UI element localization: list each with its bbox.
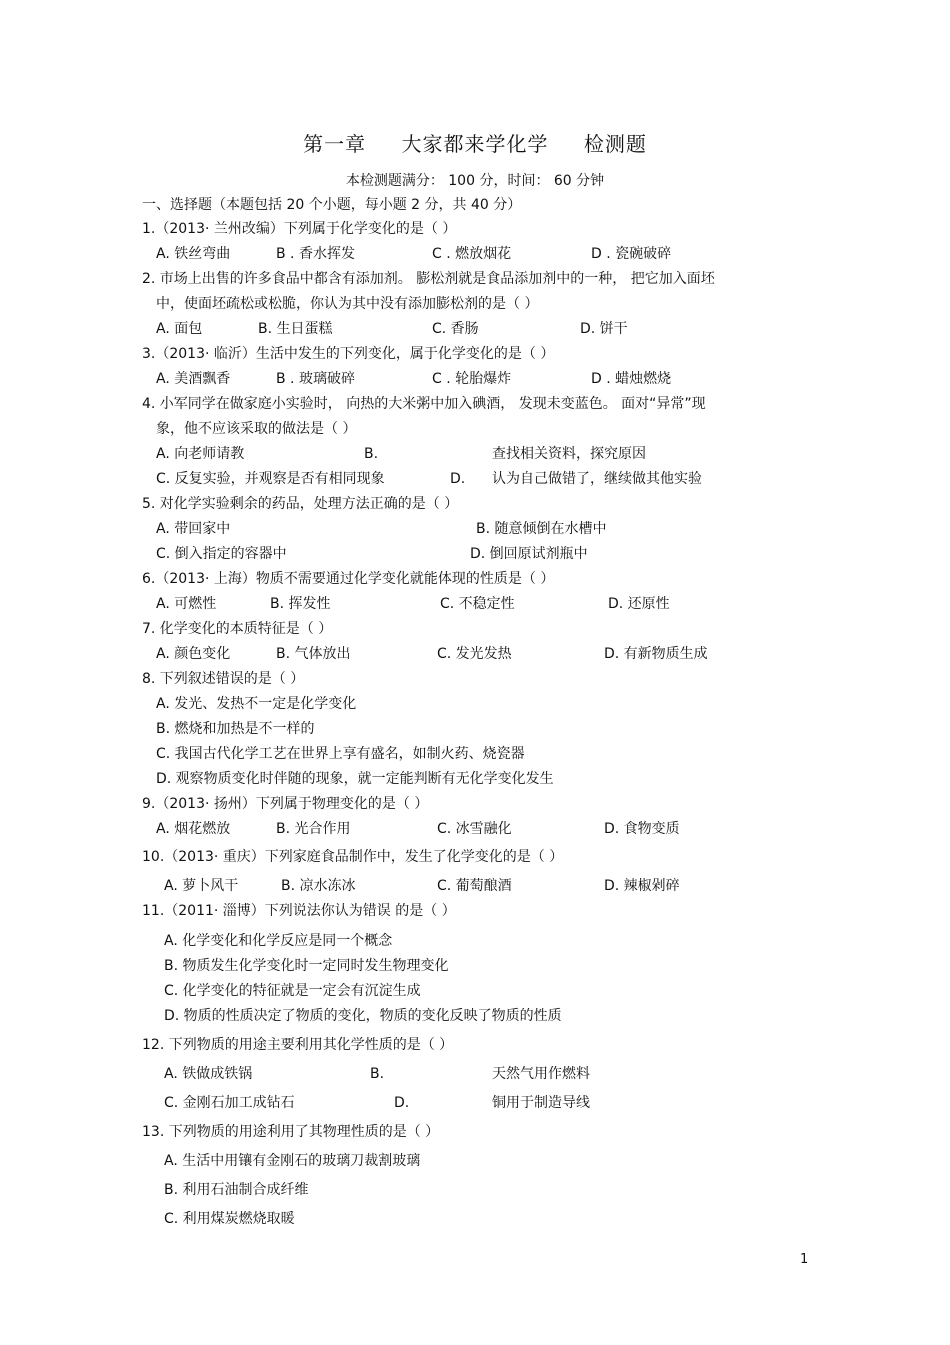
question-stem: 4. 小军同学在做家庭小实验时， 向热的大米粥中加入碘酒， 发现未变蓝色。 面对“异常”现	[142, 396, 706, 412]
question-stem: 5. 对化学实验剩余的药品，处理方法正确的是（ ）	[142, 496, 459, 512]
option-d: 认为自己做错了，继续做其他实验	[492, 471, 702, 487]
option-a: A. 可燃性	[156, 596, 217, 612]
question-stem: 2. 市场上出售的许多食品中都含有添加剂。 膨松剂就是食品添加剂中的一种， 把它加入面坯	[142, 271, 715, 287]
option-a: A. 发光、发热不一定是化学变化	[156, 696, 357, 712]
option-a: A. 面包	[156, 321, 203, 337]
page-subtitle: 本检测题满分： 100 分，时间： 60 分钟	[345, 173, 605, 189]
option-a: A. 铁丝弯曲	[156, 246, 231, 262]
option-d: D . 瓷碗破碎	[591, 246, 672, 262]
option-b: B . 玻璃破碎	[276, 371, 355, 387]
option-d: D. 辣椒剁碎	[604, 878, 680, 894]
option-d: D. 饼干	[580, 321, 628, 337]
option-d: D. 观察物质变化时伴随的现象，就一定能判断有无化学变化发生	[156, 771, 554, 787]
option-d: 铜用于制造导线	[492, 1095, 590, 1111]
option-d-letter: D.	[450, 471, 466, 487]
question-stem: 7. 化学变化的本质特征是（ ）	[142, 621, 333, 637]
option-a: A. 萝卜风干	[164, 878, 239, 894]
option-c: C. 不稳定性	[440, 596, 515, 612]
option-d: D . 蜡烛燃烧	[591, 371, 672, 387]
option-c: C. 发光发热	[437, 646, 512, 662]
option-a: A. 铁做成铁锅	[164, 1066, 253, 1082]
option-b: B. 气体放出	[276, 646, 351, 662]
option-a: A. 带回家中	[156, 521, 231, 537]
option-c: C. 反复实验，并观察是否有相同现象	[156, 471, 385, 487]
option-d: D. 食物变质	[604, 821, 680, 837]
option-b: B. 凉水冻冰	[281, 878, 356, 894]
title-test: 检测题	[583, 132, 647, 156]
option-b: B. 燃烧和加热是不一样的	[156, 721, 315, 737]
option-b: B. 随意倾倒在水槽中	[476, 521, 607, 537]
option-c: C. 化学变化的特征就是一定会有沉淀生成	[164, 983, 421, 999]
option-c: C. 利用煤炭燃烧取暖	[164, 1211, 295, 1227]
option-b-letter: B.	[370, 1066, 385, 1082]
option-c: C. 香肠	[432, 321, 479, 337]
option-b: B. 利用石油制合成纤维	[164, 1182, 309, 1198]
page-number: 1	[800, 1252, 809, 1267]
option-b: 查找相关资料，探究原因	[492, 446, 646, 462]
option-b: B. 光合作用	[276, 821, 351, 837]
option-b: B. 挥发性	[270, 596, 331, 612]
option-c: C. 倒入指定的容器中	[156, 546, 287, 562]
title-chapter: 第一章	[303, 132, 367, 156]
option-c: C. 冰雪融化	[437, 821, 512, 837]
question-stem: 10.（2013· 重庆）下列家庭食品制作中，发生了化学变化的是（ ）	[142, 849, 564, 865]
option-d-letter: D.	[394, 1095, 410, 1111]
title-topic: 大家都来学化学	[401, 132, 549, 156]
question-stem-cont: 象，他不应该采取的做法是（ ）	[156, 421, 357, 437]
option-a: A. 化学变化和化学反应是同一个概念	[164, 933, 393, 949]
question-stem: 8. 下列叙述错误的是（ ）	[142, 671, 305, 687]
option-d: D. 物质的性质决定了物质的变化，物质的变化反映了物质的性质	[164, 1008, 562, 1024]
option-c: C. 金刚石加工成钻石	[164, 1095, 295, 1111]
option-d: D. 有新物质生成	[604, 646, 708, 662]
option-c: C. 我国古代化学工艺在世界上享有盛名，如制火药、烧瓷器	[156, 746, 525, 762]
option-c: C. 葡萄酿酒	[437, 878, 512, 894]
option-b-letter: B.	[364, 446, 379, 462]
question-stem: 11.（2011· 淄博）下列说法你认为错误 的是（ ）	[142, 903, 456, 919]
option-c: C . 轮胎爆炸	[432, 371, 512, 387]
question-stem: 3.（2013· 临沂）生活中发生的下列变化，属于化学变化的是（ ）	[142, 346, 555, 362]
option-b: B. 生日蛋糕	[258, 321, 333, 337]
option-a: A. 美酒飘香	[156, 371, 231, 387]
option-b: B. 物质发生化学变化时一定同时发生物理变化	[164, 958, 449, 974]
question-stem: 12. 下列物质的用途主要利用其化学性质的是（ ）	[142, 1037, 454, 1053]
question-stem: 1.（2013· 兰州改编）下列属于化学变化的是（ ）	[142, 221, 457, 237]
option-b: 天然气用作燃料	[492, 1066, 590, 1082]
page-title	[0, 128, 950, 157]
option-a: A. 生活中用镶有金刚石的玻璃刀裁割玻璃	[164, 1153, 421, 1169]
option-b: B . 香水挥发	[276, 246, 355, 262]
option-c: C . 燃放烟花	[432, 246, 512, 262]
question-stem-cont: 中，使面坯疏松或松脆，你认为其中没有添加膨松剂的是（ ）	[156, 296, 539, 312]
question-stem: 9.（2013· 扬州）下列属于物理变化的是（ ）	[142, 796, 429, 812]
option-a: A. 向老师请教	[156, 446, 245, 462]
question-stem: 6.（2013· 上海）物质不需要通过化学变化就能体现的性质是（ ）	[142, 571, 555, 587]
option-d: D. 倒回原试剂瓶中	[470, 546, 588, 562]
question-stem: 13. 下列物质的用途利用了其物理性质的是（ ）	[142, 1124, 440, 1140]
section-header: 一、选择题（本题包括 20 个小题，每小题 2 分，共 40 分）	[142, 197, 522, 213]
option-d: D. 还原性	[608, 596, 670, 612]
option-a: A. 颜色变化	[156, 646, 231, 662]
option-a: A. 烟花燃放	[156, 821, 231, 837]
